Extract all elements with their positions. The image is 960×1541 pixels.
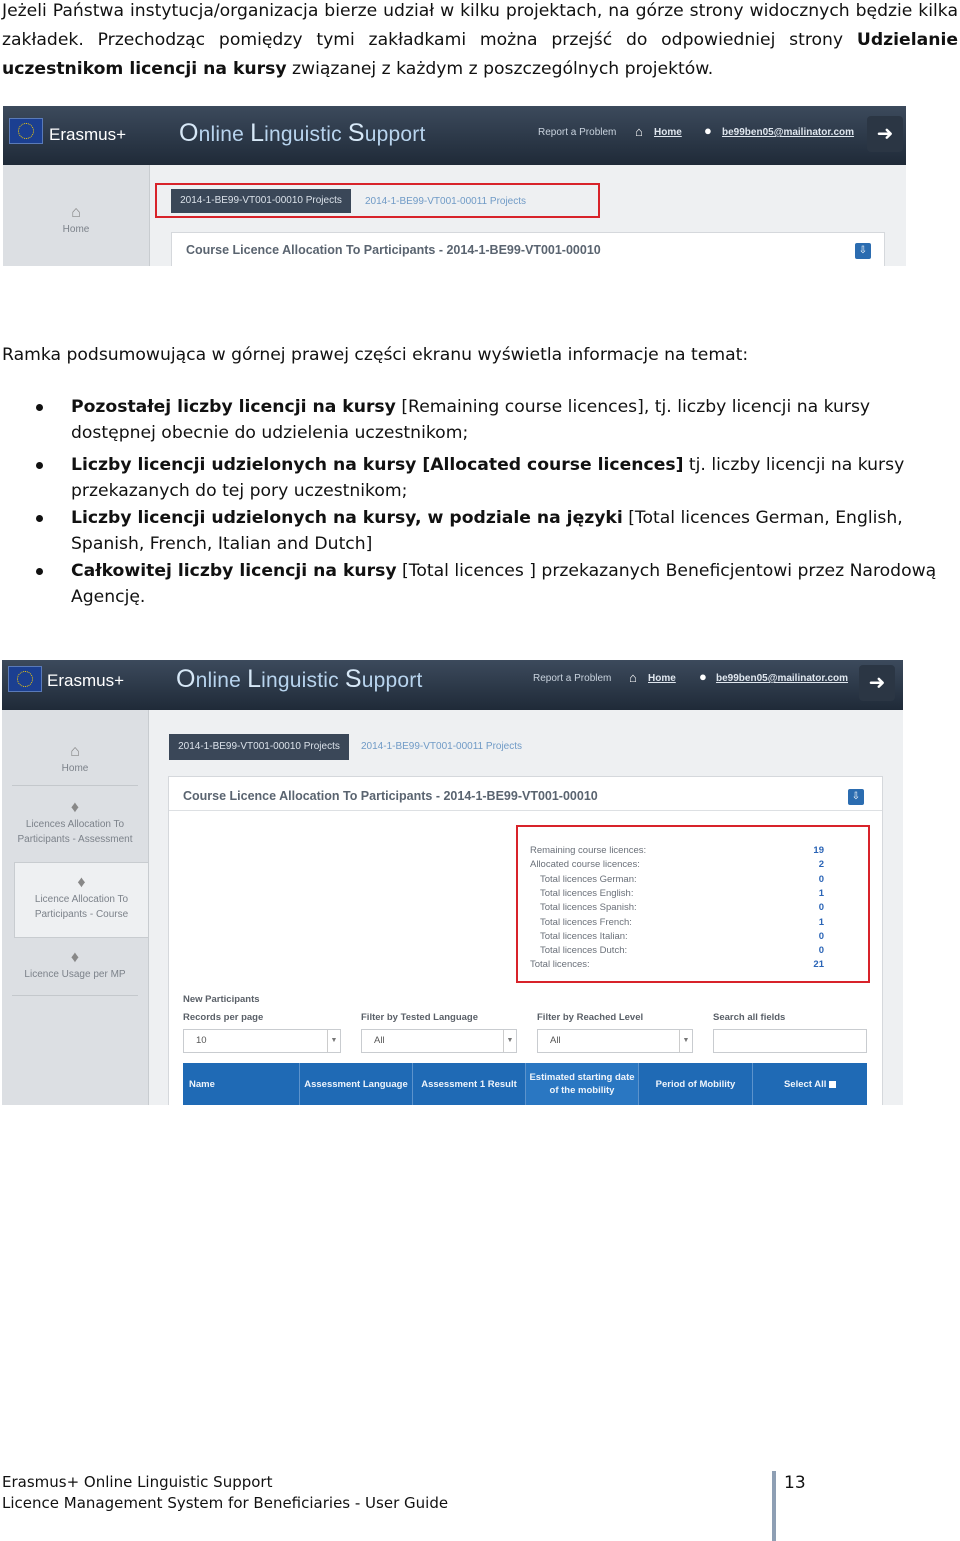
- bullet-dot: [36, 568, 43, 575]
- ols-title: Online Linguistic Support: [179, 119, 426, 147]
- footer-divider: [772, 1471, 776, 1541]
- tab-project-00011[interactable]: 2014-1-BE99-VT001-00011 Projects: [361, 741, 523, 752]
- col-name[interactable]: Name: [183, 1063, 300, 1105]
- sidebar: [2, 710, 149, 1105]
- chevron-down-icon: ▼: [327, 1030, 340, 1052]
- summary-label: Total licences German:: [540, 873, 637, 885]
- summary-label: Total licences English:: [540, 887, 634, 899]
- summary-label: Allocated course licences:: [530, 859, 640, 871]
- summary-value: 21: [813, 959, 824, 971]
- ols-title: Online Linguistic Support: [176, 665, 423, 693]
- screenshot-summary: [2, 660, 903, 1105]
- sidebar-item-course[interactable]: ♦ Licence Allocation To Participants - Course: [14, 862, 149, 938]
- app-header: [3, 106, 906, 165]
- footer-line-2: Licence Management System for Beneficiaries - User Guide: [2, 1494, 449, 1512]
- records-label: Records per page: [183, 1012, 264, 1023]
- eu-flag-icon: [9, 118, 43, 144]
- checkbox-icon[interactable]: [829, 1081, 836, 1088]
- summary-value: 1: [818, 887, 824, 899]
- chevron-down-icon: ▼: [503, 1030, 516, 1052]
- summary-label: Total licences:: [530, 959, 590, 971]
- summary-value: 1: [818, 916, 824, 928]
- summary-value: 0: [818, 945, 824, 957]
- screenshot-tabs: [3, 106, 906, 266]
- divider: [12, 995, 138, 996]
- report-problem-link[interactable]: Report a Problem: [533, 673, 612, 684]
- summary-box: [516, 825, 870, 983]
- pin-icon: ♦: [77, 874, 86, 891]
- intro-bold: Udzielanie uczestnikom licencji na kursy: [2, 30, 958, 79]
- logout-button[interactable]: ➜: [867, 116, 903, 152]
- intro-text-end: związanej z każdym z poszczególnych projektów.: [286, 59, 714, 79]
- sidebar-item-usage[interactable]: ♦ Licence Usage per MP: [2, 950, 148, 982]
- app-header: [2, 660, 903, 710]
- summary-label: Total licences Dutch:: [540, 945, 628, 957]
- summary-label: Remaining course licences:: [530, 845, 647, 856]
- list-item: Liczby licencji udzielonych na kursy, w podziale na języki [Total licences German, English, Spanish, French, Italian and Dutch]: [71, 508, 903, 554]
- tabs-highlight: [155, 183, 600, 218]
- search-input[interactable]: [713, 1029, 867, 1053]
- sidebar-item-home[interactable]: ⌂ Home: [3, 205, 149, 237]
- summary-label: Total licences Spanish:: [540, 902, 637, 914]
- erasmus-logo: Erasmus+: [47, 671, 124, 690]
- summary-value: 0: [818, 902, 824, 914]
- export-icon[interactable]: ⇩: [848, 789, 864, 805]
- erasmus-logo: Erasmus+: [49, 125, 126, 144]
- summary-label: Total licences French:: [540, 916, 632, 928]
- page-number: 13: [784, 1473, 806, 1493]
- sidebar: [3, 165, 150, 266]
- user-icon: ●: [704, 123, 712, 138]
- table-header: [183, 1063, 867, 1105]
- tab-project-00010[interactable]: 2014-1-BE99-VT001-00010 Projects: [171, 189, 351, 213]
- summary-value: 2: [818, 859, 824, 871]
- home-icon: ⌂: [635, 124, 643, 139]
- report-problem-link[interactable]: Report a Problem: [538, 127, 617, 138]
- main-panel: [171, 232, 885, 266]
- search-label: Search all fields: [713, 1012, 786, 1023]
- summary-intro: Ramka podsumowująca w górnej prawej części ekranu wyświetla informacje na temat:: [2, 345, 749, 365]
- bullet-dot: [36, 515, 43, 522]
- sidebar-item-home[interactable]: ⌂ Home: [2, 744, 148, 776]
- col-start-date[interactable]: Estimated starting date of the mobility: [526, 1063, 639, 1105]
- filter-language-select[interactable]: All ▼: [361, 1029, 517, 1053]
- list-item: Całkowitej liczby licencji na kursy [Total licences ] przekazanych Beneficjentowi przez Narodową Agencję.: [71, 561, 937, 607]
- col-select-all[interactable]: Select All: [753, 1063, 867, 1105]
- page-title: Course Licence Allocation To Participants - 2014-1-BE99-VT001-00010: [186, 243, 601, 257]
- records-select[interactable]: 10 ▼: [183, 1029, 341, 1053]
- page-title: Course Licence Allocation To Participants - 2014-1-BE99-VT001-00010: [183, 789, 598, 803]
- intro-text: Jeżeli Państwa instytucja/organizacja bierze udział w kilku projektach, na górze strony widocznych będzie kilka zakładek. Przechodząc pomiędzy tymi zakładkami można przejść do odpowiedniej strony: [2, 1, 958, 50]
- divider: [12, 785, 138, 786]
- col-period[interactable]: Period of Mobility: [639, 1063, 753, 1105]
- col-assessment-result[interactable]: Assessment 1 Result: [413, 1063, 526, 1105]
- filter-language-label: Filter by Tested Language: [361, 1012, 479, 1023]
- home-icon: ⌂: [71, 204, 81, 221]
- export-icon[interactable]: ⇩: [855, 243, 871, 259]
- tab-project-00011[interactable]: 2014-1-BE99-VT001-00011 Projects: [365, 196, 527, 207]
- user-email-link[interactable]: be99ben05@mailinator.com: [716, 673, 849, 684]
- home-icon: ⌂: [70, 743, 80, 760]
- user-email-link[interactable]: be99ben05@mailinator.com: [722, 127, 855, 138]
- home-icon: ⌂: [629, 670, 637, 685]
- summary-label: Total licences Italian:: [540, 930, 628, 942]
- sidebar-item-assessment[interactable]: ♦ Licences Allocation To Participants - Assessment: [2, 800, 148, 847]
- pin-icon: ♦: [70, 799, 80, 816]
- list-item: Pozostałej liczby licencji na kursy [Remaining course licences], tj. liczby licencji na kursy dostępnej obecnie do udzielenia uczestnikom;: [71, 397, 871, 443]
- summary-value: 19: [813, 845, 824, 856]
- col-assessment-language[interactable]: Assessment Language: [300, 1063, 413, 1105]
- main-panel: [168, 776, 883, 1105]
- bullet-dot: [36, 462, 43, 469]
- tab-project-00010[interactable]: 2014-1-BE99-VT001-00010 Projects: [169, 734, 349, 760]
- bullet-dot: [36, 404, 43, 411]
- user-icon: ●: [699, 669, 707, 684]
- pin-icon: ♦: [70, 949, 80, 966]
- home-link[interactable]: Home: [648, 673, 676, 684]
- intro-paragraph: [2, 0, 958, 84]
- eu-flag-icon: [8, 666, 42, 692]
- new-participants-label: New Participants: [183, 994, 260, 1005]
- footer-line-1: Erasmus+ Online Linguistic Support: [2, 1473, 273, 1491]
- chevron-down-icon: ▼: [679, 1030, 692, 1052]
- list-item: Liczby licencji udzielonych na kursy [Allocated course licences] tj. liczby licencji na kursy przekazanych do tej pory uczestnikom;: [71, 455, 905, 501]
- filter-level-label: Filter by Reached Level: [537, 1012, 644, 1023]
- summary-value: 0: [818, 873, 824, 885]
- logout-button[interactable]: ➜: [859, 665, 895, 701]
- filter-level-select[interactable]: All ▼: [537, 1029, 693, 1053]
- home-link[interactable]: Home: [654, 127, 682, 138]
- summary-value: 0: [818, 930, 824, 942]
